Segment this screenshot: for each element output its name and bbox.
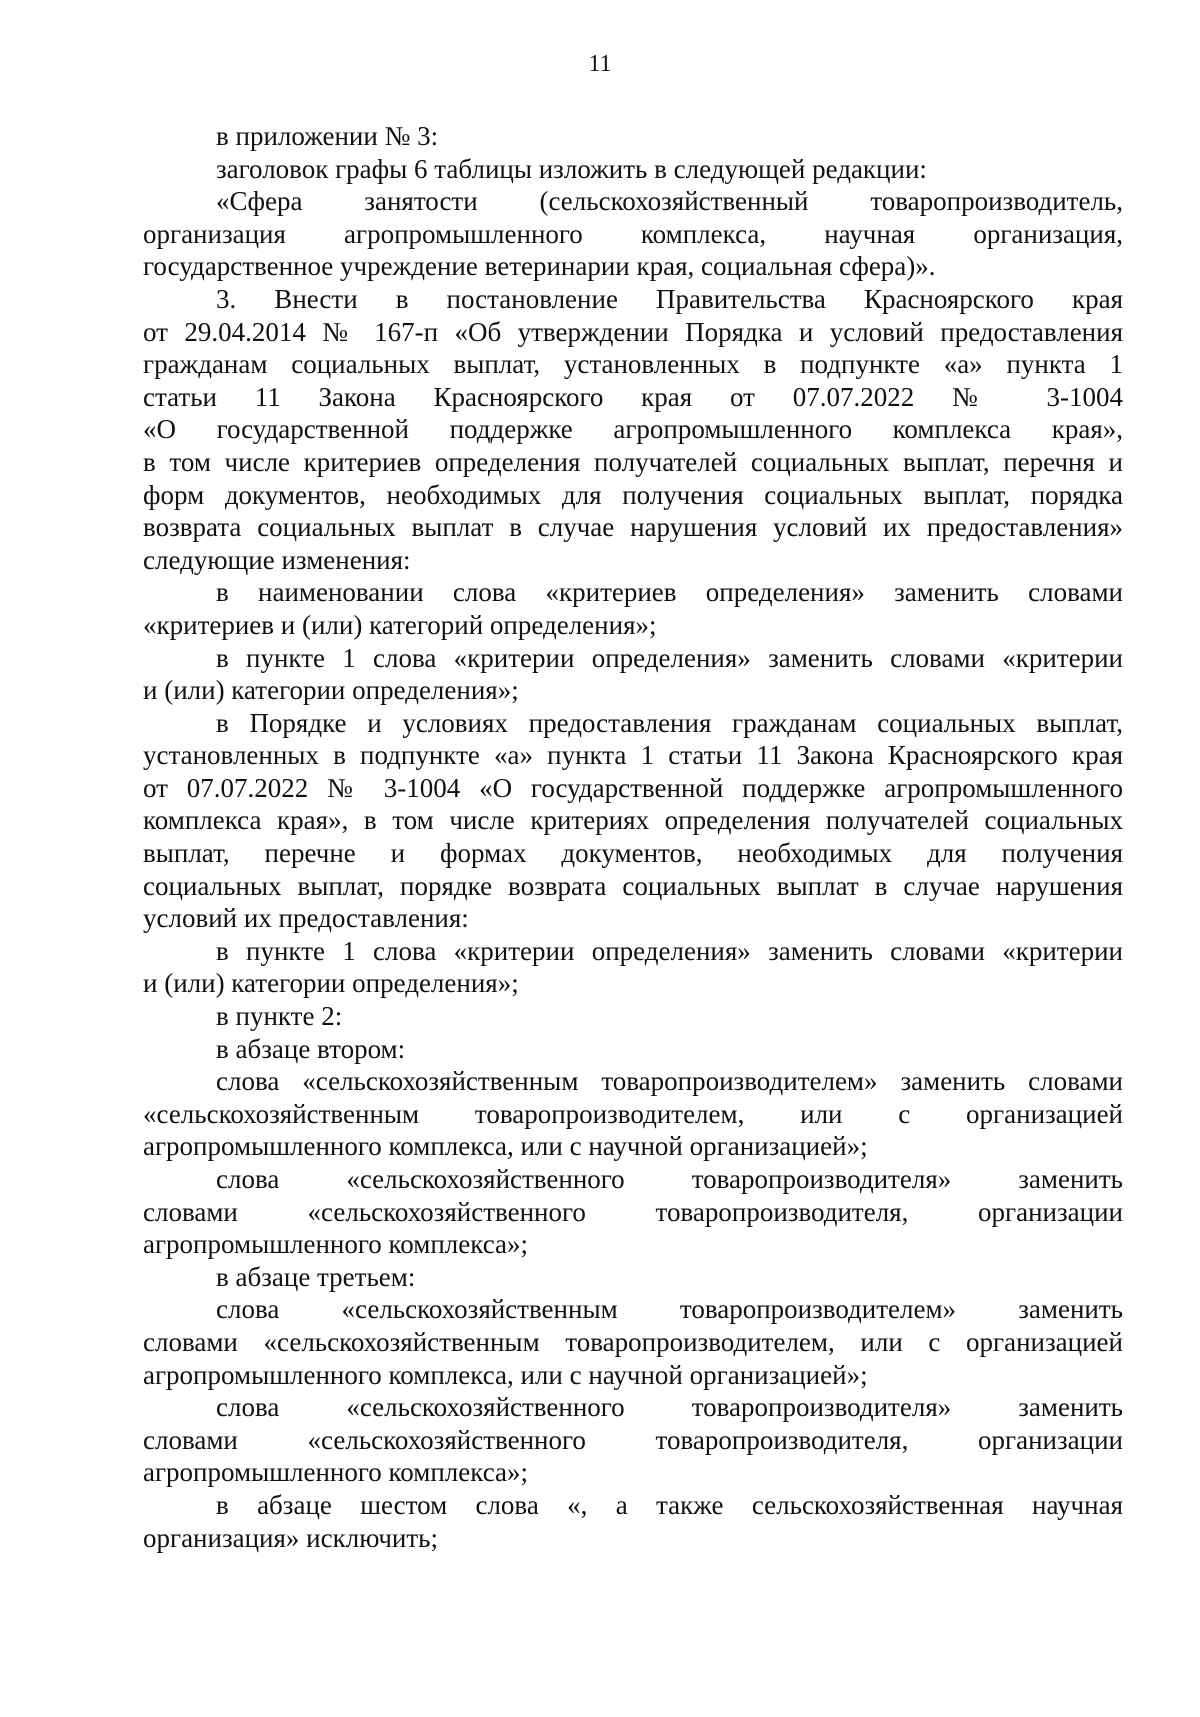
text-line: и (или) категории определения»; — [143, 675, 519, 706]
text-line: форм документов, необходимых для получения социальных выплат, порядка — [143, 479, 1123, 510]
text-line: гражданам социальных выплат, установленных в подпункте «а» пункта 1 — [143, 349, 1123, 380]
text-line: агропромышленного комплекса»; — [143, 1229, 528, 1260]
text-line: в абзаце шестом слова «, а также сельскохозяйственная научная — [216, 1489, 1123, 1520]
text-line: «критериев и (или) категорий определения»; — [143, 609, 657, 640]
text-line: возврата социальных выплат в случае нарушения условий их предоставления» — [143, 512, 1123, 543]
text-line: в приложении № 3: — [216, 121, 439, 151]
text-line: от 07.07.2022 № 3-1004 «О государственной поддержке агропромышленного — [143, 772, 1123, 803]
text-line: 3. Внести в постановление Правительства Красноярского края — [216, 283, 1123, 314]
text-line: в наименовании слова «критериев определения» заменить словами — [216, 577, 1123, 608]
text-line: от 29.04.2014 № 167-п «Об утверждении Порядка и условий предоставления — [143, 316, 1123, 347]
text-line: государственное учреждение ветеринарии края, социальная сфера)». — [143, 251, 936, 282]
text-line: социальных выплат, порядке возврата социальных выплат в случае нарушения — [143, 870, 1123, 901]
text-line: условий их предоставления: — [143, 903, 469, 934]
text-line: в пункте 2: — [216, 1001, 343, 1032]
text-line: статьи 11 Закона Красноярского края от 07.07.2022 № 3-1004 — [143, 381, 1123, 412]
document-body — [143, 120, 1123, 1554]
text-line: «сельскохозяйственным товаропроизводителем, или с организацией — [143, 1098, 1123, 1129]
text-line: следующие изменения: — [143, 544, 411, 575]
text-line: в пункте 1 слова «критерии определения» заменить словами «критерии — [216, 642, 1123, 673]
text-line: слова «сельскохозяйственным товаропроизводителем» заменить — [216, 1294, 1123, 1325]
text-line: «Сфера занятости (сельскохозяйственный товаропроизводитель, — [216, 186, 1123, 217]
text-line: словами «сельскохозяйственного товаропроизводителя, организации — [143, 1196, 1123, 1227]
text-line: агропромышленного комплекса»; — [143, 1457, 528, 1488]
text-line: слова «сельскохозяйственным товаропроизводителем» заменить словами — [216, 1066, 1123, 1097]
text-line: в абзаце втором: — [216, 1033, 406, 1064]
text-line: в Порядке и условиях предоставления гражданам социальных выплат, — [216, 707, 1123, 738]
text-line: в абзаце третьем: — [216, 1261, 416, 1292]
text-line: словами «сельскохозяйственного товаропроизводителя, организации — [143, 1424, 1123, 1455]
text-line: агропромышленного комплекса, или с научной организацией»; — [143, 1359, 868, 1390]
text-line: организация агропромышленного комплекса, научная организация, — [143, 218, 1123, 249]
text-line: и (или) категории определения»; — [143, 968, 519, 999]
text-line: в пункте 1 слова «критерии определения» заменить словами «критерии — [216, 935, 1123, 966]
text-line: агропромышленного комплекса, или с научной организацией»; — [143, 1131, 868, 1162]
text-line: комплекса края», в том числе критериях определения получателей социальных — [143, 805, 1123, 836]
text-line: выплат, перечне и формах документов, необходимых для получения — [143, 838, 1123, 869]
page-number: 11 — [588, 51, 612, 77]
text-line: слова «сельскохозяйственного товаропроизводителя» заменить — [216, 1164, 1123, 1194]
text-line: слова «сельскохозяйственного товаропроизводителя» заменить — [216, 1392, 1123, 1423]
text-line: словами «сельскохозяйственным товаропроизводителем, или с организацией — [143, 1326, 1123, 1357]
text-line: установленных в подпункте «а» пункта 1 статьи 11 Закона Красноярского края — [143, 740, 1123, 771]
text-line: заголовок графы 6 таблицы изложить в следующей редакции: — [216, 153, 927, 184]
text-line: «О государственной поддержке агропромышленного комплекса края», — [143, 414, 1123, 445]
text-line: организация» исключить; — [143, 1522, 438, 1553]
text-line: в том числе критериев определения получателей социальных выплат, перечня и — [143, 446, 1123, 477]
